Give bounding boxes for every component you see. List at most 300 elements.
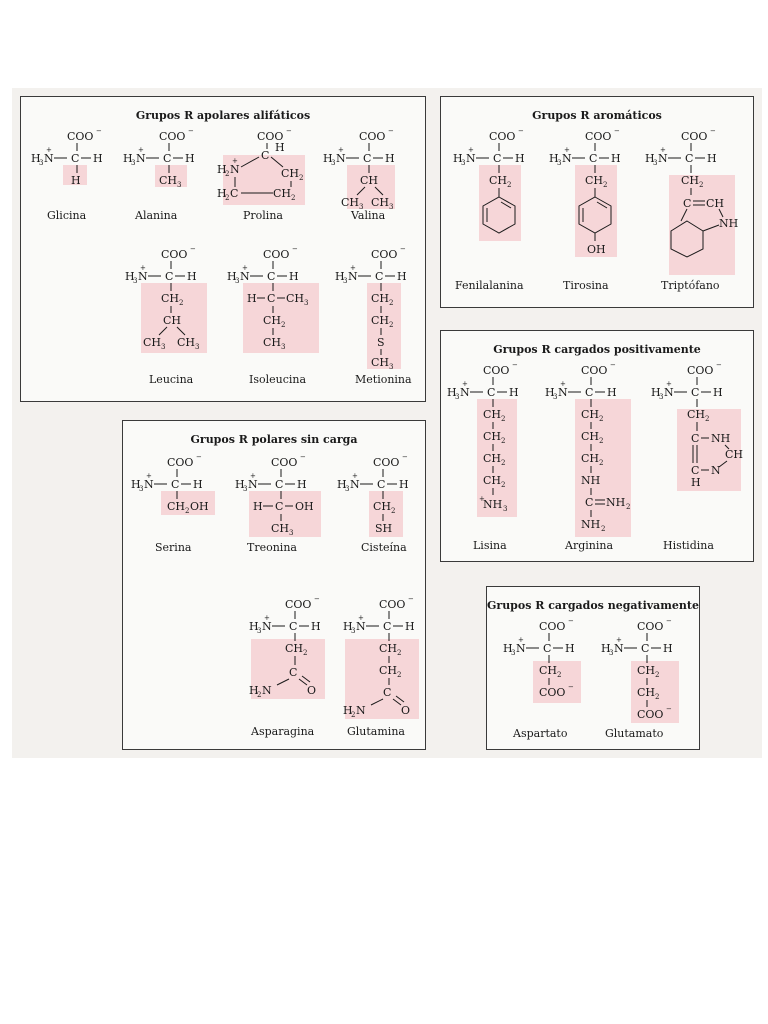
svg-text:N: N — [562, 152, 572, 165]
svg-text:C: C — [377, 478, 386, 491]
svg-text:CH: CH — [483, 474, 502, 487]
svg-text:−: − — [400, 245, 406, 253]
svg-text:COO: COO — [489, 130, 516, 143]
molecule-glutamina — [339, 595, 449, 745]
molecule-histidina — [647, 361, 757, 552]
svg-text:+: + — [242, 264, 248, 272]
svg-text:H: H — [509, 386, 519, 399]
svg-text:+: + — [560, 380, 566, 388]
svg-text:N: N — [350, 478, 360, 491]
svg-text:H: H — [249, 684, 259, 697]
svg-text:CH: CH — [143, 336, 162, 349]
svg-text:2: 2 — [225, 170, 230, 178]
svg-text:3: 3 — [331, 159, 336, 167]
svg-text:C: C — [171, 478, 180, 491]
svg-text:C: C — [691, 464, 700, 477]
svg-text:N: N — [138, 270, 148, 283]
svg-text:2: 2 — [626, 503, 631, 511]
svg-text:−: − — [666, 617, 672, 625]
svg-text:+: + — [250, 472, 256, 480]
svg-text:N: N — [558, 386, 568, 399]
svg-text:2: 2 — [351, 711, 356, 719]
svg-text:C: C — [691, 432, 700, 445]
svg-text:C: C — [487, 386, 496, 399]
svg-text:H: H — [185, 152, 195, 165]
svg-text:H: H — [275, 141, 285, 154]
molecule-serina — [127, 453, 237, 603]
svg-text:N: N — [614, 642, 624, 655]
panel-positive — [440, 330, 754, 562]
svg-text:2: 2 — [303, 649, 308, 657]
svg-text:N: N — [711, 464, 721, 477]
svg-text:COO: COO — [67, 130, 94, 143]
svg-text:−: − — [188, 127, 194, 135]
svg-text:CH: CH — [341, 196, 360, 209]
svg-text:H: H — [397, 270, 407, 283]
svg-text:C: C — [71, 152, 80, 165]
svg-text:N: N — [348, 270, 358, 283]
svg-text:H: H — [311, 620, 321, 633]
svg-text:CH: CH — [637, 664, 656, 677]
svg-text:CH: CH — [177, 336, 196, 349]
svg-text:H: H — [235, 478, 245, 491]
svg-text:2: 2 — [599, 459, 604, 467]
svg-text:C: C — [585, 386, 594, 399]
svg-text:+: + — [564, 146, 570, 154]
name-fenilalanina: Fenilalanina — [455, 279, 524, 292]
svg-text:2: 2 — [299, 174, 304, 182]
svg-text:COO: COO — [539, 686, 566, 699]
svg-text:CH: CH — [360, 174, 379, 187]
svg-text:C: C — [289, 620, 298, 633]
svg-text:COO: COO — [285, 598, 312, 611]
svg-text:COO: COO — [687, 364, 714, 377]
svg-text:2: 2 — [281, 321, 286, 329]
svg-text:C: C — [685, 152, 694, 165]
svg-text:2: 2 — [391, 507, 396, 515]
molecule-arginina — [541, 361, 651, 552]
svg-text:CH: CH — [161, 292, 180, 305]
svg-text:3: 3 — [503, 505, 508, 513]
svg-text:H: H — [385, 152, 395, 165]
svg-text:3: 3 — [177, 181, 182, 189]
svg-text:−: − — [196, 453, 202, 461]
svg-text:CH: CH — [167, 500, 186, 513]
svg-text:−: − — [388, 127, 394, 135]
svg-text:−: − — [292, 245, 298, 253]
svg-text:N: N — [460, 386, 470, 399]
svg-text:+: + — [264, 614, 270, 622]
svg-text:2: 2 — [501, 437, 506, 445]
svg-text:H: H — [691, 476, 701, 489]
svg-text:CH: CH — [581, 408, 600, 421]
svg-text:3: 3 — [389, 203, 394, 211]
svg-text:CH: CH — [581, 452, 600, 465]
svg-text:COO: COO — [585, 130, 612, 143]
name-glicina: Glicina — [47, 209, 87, 222]
svg-text:2: 2 — [501, 481, 506, 489]
svg-text:CH: CH — [271, 522, 290, 535]
svg-text:3: 3 — [389, 363, 394, 371]
name-alanina: Alanina — [135, 209, 178, 222]
svg-text:−: − — [300, 453, 306, 461]
svg-text:C: C — [691, 386, 700, 399]
svg-text:H: H — [125, 270, 135, 283]
name-triptofano: Triptófano — [661, 279, 720, 292]
svg-text:+: + — [358, 614, 364, 622]
panel-aromatic — [440, 96, 754, 308]
svg-text:N: N — [44, 152, 54, 165]
svg-text:CH: CH — [379, 664, 398, 677]
svg-text:−: − — [610, 361, 616, 369]
name-serina: Serina — [155, 541, 192, 554]
svg-text:CH: CH — [371, 314, 390, 327]
svg-text:2: 2 — [699, 181, 704, 189]
svg-text:2: 2 — [397, 649, 402, 657]
svg-text:CH: CH — [163, 314, 182, 327]
name-lisina: Lisina — [473, 539, 507, 552]
svg-text:C: C — [363, 152, 372, 165]
svg-text:H: H — [549, 152, 559, 165]
svg-text:−: − — [286, 127, 292, 135]
svg-text:H: H — [565, 642, 575, 655]
svg-text:C: C — [589, 152, 598, 165]
svg-text:3: 3 — [304, 299, 309, 307]
svg-text:CH: CH — [273, 187, 292, 200]
svg-text:COO: COO — [379, 598, 406, 611]
svg-text:3: 3 — [131, 159, 136, 167]
svg-text:H: H — [601, 642, 611, 655]
svg-text:CH: CH — [725, 448, 744, 461]
svg-text:2: 2 — [389, 321, 394, 329]
svg-text:C: C — [275, 500, 284, 513]
name-isoleucina: Isoleucina — [249, 373, 307, 386]
svg-text:+: + — [479, 495, 485, 503]
svg-text:2: 2 — [507, 181, 512, 189]
svg-text:COO: COO — [581, 364, 608, 377]
svg-text:H: H — [187, 270, 197, 283]
svg-text:2: 2 — [389, 299, 394, 307]
svg-text:H: H — [249, 620, 259, 633]
svg-text:CH: CH — [585, 174, 604, 187]
svg-text:H: H — [663, 642, 673, 655]
svg-text:−: − — [568, 683, 574, 691]
name-glutamato: Glutamato — [605, 727, 664, 740]
svg-text:H: H — [611, 152, 621, 165]
molecule-triptofano — [641, 127, 751, 292]
svg-text:COO: COO — [271, 456, 298, 469]
svg-text:+: + — [518, 636, 524, 644]
svg-text:C: C — [683, 197, 692, 210]
svg-text:−: − — [402, 453, 408, 461]
svg-text:NH: NH — [581, 518, 601, 531]
svg-text:H: H — [93, 152, 103, 165]
svg-text:COO: COO — [373, 456, 400, 469]
svg-text:3: 3 — [359, 203, 364, 211]
svg-text:2: 2 — [501, 415, 506, 423]
svg-text:2: 2 — [705, 415, 710, 423]
svg-text:−: − — [716, 361, 722, 369]
svg-text:H: H — [713, 386, 723, 399]
svg-text:H: H — [71, 174, 81, 187]
panel-positive-title: Grupos R cargados positivamente — [493, 343, 701, 356]
svg-text:CH: CH — [483, 408, 502, 421]
svg-text:H: H — [503, 642, 513, 655]
svg-text:−: − — [710, 127, 716, 135]
svg-text:COO: COO — [161, 248, 188, 261]
name-asparagina: Asparagina — [251, 725, 315, 738]
svg-text:C: C — [230, 187, 239, 200]
svg-text:+: + — [462, 380, 468, 388]
svg-text:CH: CH — [539, 664, 558, 677]
svg-text:3: 3 — [139, 485, 144, 493]
svg-text:CH: CH — [373, 500, 392, 513]
svg-text:−: − — [568, 617, 574, 625]
svg-text:+: + — [666, 380, 672, 388]
name-prolina: Prolina — [243, 209, 283, 222]
svg-text:H: H — [707, 152, 717, 165]
svg-text:C: C — [493, 152, 502, 165]
svg-text:H: H — [405, 620, 415, 633]
svg-text:+: + — [352, 472, 358, 480]
svg-text:H: H — [399, 478, 409, 491]
svg-text:N: N — [262, 620, 272, 633]
molecule-isoleucina — [223, 245, 333, 395]
svg-text:C: C — [543, 642, 552, 655]
panel-negative-title: Grupos R cargados negativamente — [487, 599, 700, 612]
name-glutamina: Glutamina — [347, 725, 405, 738]
svg-text:−: − — [512, 361, 518, 369]
svg-text:N: N — [136, 152, 146, 165]
svg-text:NH: NH — [581, 474, 601, 487]
svg-text:C: C — [163, 152, 172, 165]
svg-text:3: 3 — [653, 159, 658, 167]
svg-text:OH: OH — [587, 243, 606, 256]
svg-text:3: 3 — [553, 393, 558, 401]
svg-text:NH: NH — [606, 496, 626, 509]
svg-text:3: 3 — [351, 627, 356, 635]
name-leucina: Leucina — [149, 373, 194, 386]
svg-text:CH: CH — [371, 292, 390, 305]
svg-text:C: C — [375, 270, 384, 283]
svg-text:N: N — [466, 152, 476, 165]
svg-text:H: H — [227, 270, 237, 283]
svg-text:C: C — [267, 270, 276, 283]
svg-text:H: H — [343, 704, 353, 717]
svg-text:+: + — [660, 146, 666, 154]
svg-text:COO: COO — [637, 708, 664, 721]
svg-text:COO: COO — [371, 248, 398, 261]
panel-aromatic-title: Grupos R aromáticos — [532, 109, 662, 122]
svg-text:H: H — [645, 152, 655, 165]
name-histidina: Histidina — [663, 539, 714, 552]
svg-text:CH: CH — [581, 430, 600, 443]
panel-polar-title: Grupos R polares sin carga — [190, 433, 358, 446]
svg-text:SH: SH — [375, 522, 393, 535]
svg-text:+: + — [232, 157, 238, 165]
svg-text:−: − — [518, 127, 524, 135]
molecule-leucina — [121, 245, 231, 395]
name-tirosina: Tirosina — [563, 279, 609, 292]
svg-text:CH: CH — [159, 174, 178, 187]
svg-text:CH: CH — [681, 174, 700, 187]
svg-text:+: + — [140, 264, 146, 272]
svg-text:H: H — [607, 386, 617, 399]
svg-text:H: H — [31, 152, 41, 165]
svg-text:COO: COO — [637, 620, 664, 633]
svg-text:H: H — [297, 478, 307, 491]
svg-text:−: − — [666, 705, 672, 713]
svg-text:OH: OH — [295, 500, 314, 513]
svg-text:3: 3 — [609, 649, 614, 657]
name-valina: Valina — [351, 209, 386, 222]
molecule-cisteina — [333, 453, 443, 603]
svg-text:3: 3 — [161, 343, 166, 351]
svg-text:H: H — [651, 386, 661, 399]
svg-text:−: − — [190, 245, 196, 253]
name-treonina: Treonina — [247, 541, 297, 554]
svg-text:H: H — [323, 152, 333, 165]
svg-text:H: H — [545, 386, 555, 399]
svg-text:NH: NH — [483, 498, 503, 511]
svg-text:N: N — [248, 478, 258, 491]
svg-text:H: H — [337, 478, 347, 491]
svg-text:−: − — [314, 595, 320, 603]
svg-text:3: 3 — [281, 343, 286, 351]
name-metionina: Metionina — [355, 373, 412, 386]
svg-text:CH: CH — [371, 356, 390, 369]
svg-text:CH: CH — [687, 408, 706, 421]
molecule-lisina — [443, 361, 553, 552]
svg-text:H: H — [343, 620, 353, 633]
svg-text:3: 3 — [257, 627, 262, 635]
svg-text:COO: COO — [263, 248, 290, 261]
svg-text:3: 3 — [39, 159, 44, 167]
svg-text:OH: OH — [190, 500, 209, 513]
molecule-treonina — [231, 453, 341, 603]
svg-text:COO: COO — [359, 130, 386, 143]
svg-text:CH: CH — [489, 174, 508, 187]
svg-text:C: C — [261, 149, 270, 162]
svg-text:CH: CH — [286, 292, 305, 305]
svg-text:2: 2 — [557, 671, 562, 679]
svg-text:COO: COO — [681, 130, 708, 143]
svg-text:3: 3 — [235, 277, 240, 285]
svg-text:O: O — [401, 704, 411, 717]
svg-text:−: − — [408, 595, 414, 603]
svg-text:3: 3 — [345, 485, 350, 493]
svg-text:C: C — [267, 292, 276, 305]
svg-text:+: + — [46, 146, 52, 154]
svg-text:H: H — [253, 500, 263, 513]
svg-text:C: C — [289, 666, 298, 679]
svg-text:C: C — [585, 496, 594, 509]
svg-text:COO: COO — [483, 364, 510, 377]
svg-text:N: N — [262, 684, 272, 697]
svg-text:3: 3 — [557, 159, 562, 167]
svg-text:C: C — [275, 478, 284, 491]
svg-text:COO: COO — [167, 456, 194, 469]
svg-text:O: O — [307, 684, 317, 697]
svg-text:COO: COO — [257, 130, 284, 143]
svg-text:H: H — [335, 270, 345, 283]
svg-text:CH: CH — [263, 336, 282, 349]
svg-text:C: C — [383, 686, 392, 699]
svg-text:CH: CH — [285, 642, 304, 655]
svg-text:N: N — [516, 642, 526, 655]
svg-text:N: N — [356, 620, 366, 633]
svg-text:NH: NH — [719, 217, 739, 230]
svg-text:CH: CH — [379, 642, 398, 655]
svg-text:CH: CH — [483, 430, 502, 443]
svg-text:CH: CH — [371, 196, 390, 209]
svg-text:CH: CH — [706, 197, 725, 210]
svg-text:H: H — [453, 152, 463, 165]
svg-text:H: H — [515, 152, 525, 165]
svg-text:CH: CH — [483, 452, 502, 465]
svg-text:2: 2 — [599, 437, 604, 445]
svg-text:H: H — [289, 270, 299, 283]
svg-text:H: H — [123, 152, 133, 165]
svg-text:+: + — [146, 472, 152, 480]
molecule-fenilalanina — [449, 127, 562, 292]
svg-text:+: + — [338, 146, 344, 154]
svg-text:H: H — [247, 292, 257, 305]
molecule-metionina — [331, 245, 441, 395]
name-cisteina: Cisteína — [361, 541, 407, 554]
svg-text:NH: NH — [711, 432, 731, 445]
svg-text:+: + — [468, 146, 474, 154]
svg-text:+: + — [616, 636, 622, 644]
svg-text:N: N — [230, 163, 240, 176]
svg-text:H: H — [217, 163, 227, 176]
panel-polar — [122, 420, 426, 750]
panel-apolar — [20, 96, 426, 402]
svg-text:−: − — [614, 127, 620, 135]
svg-text:C: C — [641, 642, 650, 655]
svg-text:2: 2 — [179, 299, 184, 307]
svg-text:COO: COO — [539, 620, 566, 633]
svg-text:+: + — [138, 146, 144, 154]
panel-negative — [486, 586, 700, 750]
svg-text:2: 2 — [655, 693, 660, 701]
svg-text:3: 3 — [133, 277, 138, 285]
svg-text:H: H — [447, 386, 457, 399]
svg-text:COO: COO — [159, 130, 186, 143]
svg-text:2: 2 — [225, 194, 230, 202]
svg-text:C: C — [165, 270, 174, 283]
svg-text:N: N — [240, 270, 250, 283]
svg-text:2: 2 — [655, 671, 660, 679]
svg-text:+: + — [350, 264, 356, 272]
svg-text:N: N — [664, 386, 674, 399]
molecule-glutamato — [597, 617, 707, 767]
svg-text:3: 3 — [289, 529, 294, 537]
svg-text:2: 2 — [501, 459, 506, 467]
name-arginina: Arginina — [565, 539, 614, 552]
molecule-aspartato — [499, 617, 609, 767]
svg-text:H: H — [131, 478, 141, 491]
svg-text:3: 3 — [511, 649, 516, 657]
svg-text:N: N — [336, 152, 346, 165]
svg-text:2: 2 — [603, 181, 608, 189]
svg-text:CH: CH — [637, 686, 656, 699]
svg-text:2: 2 — [185, 507, 190, 515]
svg-text:S: S — [377, 336, 385, 349]
name-aspartato: Aspartato — [513, 727, 568, 740]
svg-text:3: 3 — [461, 159, 466, 167]
svg-text:−: − — [96, 127, 102, 135]
